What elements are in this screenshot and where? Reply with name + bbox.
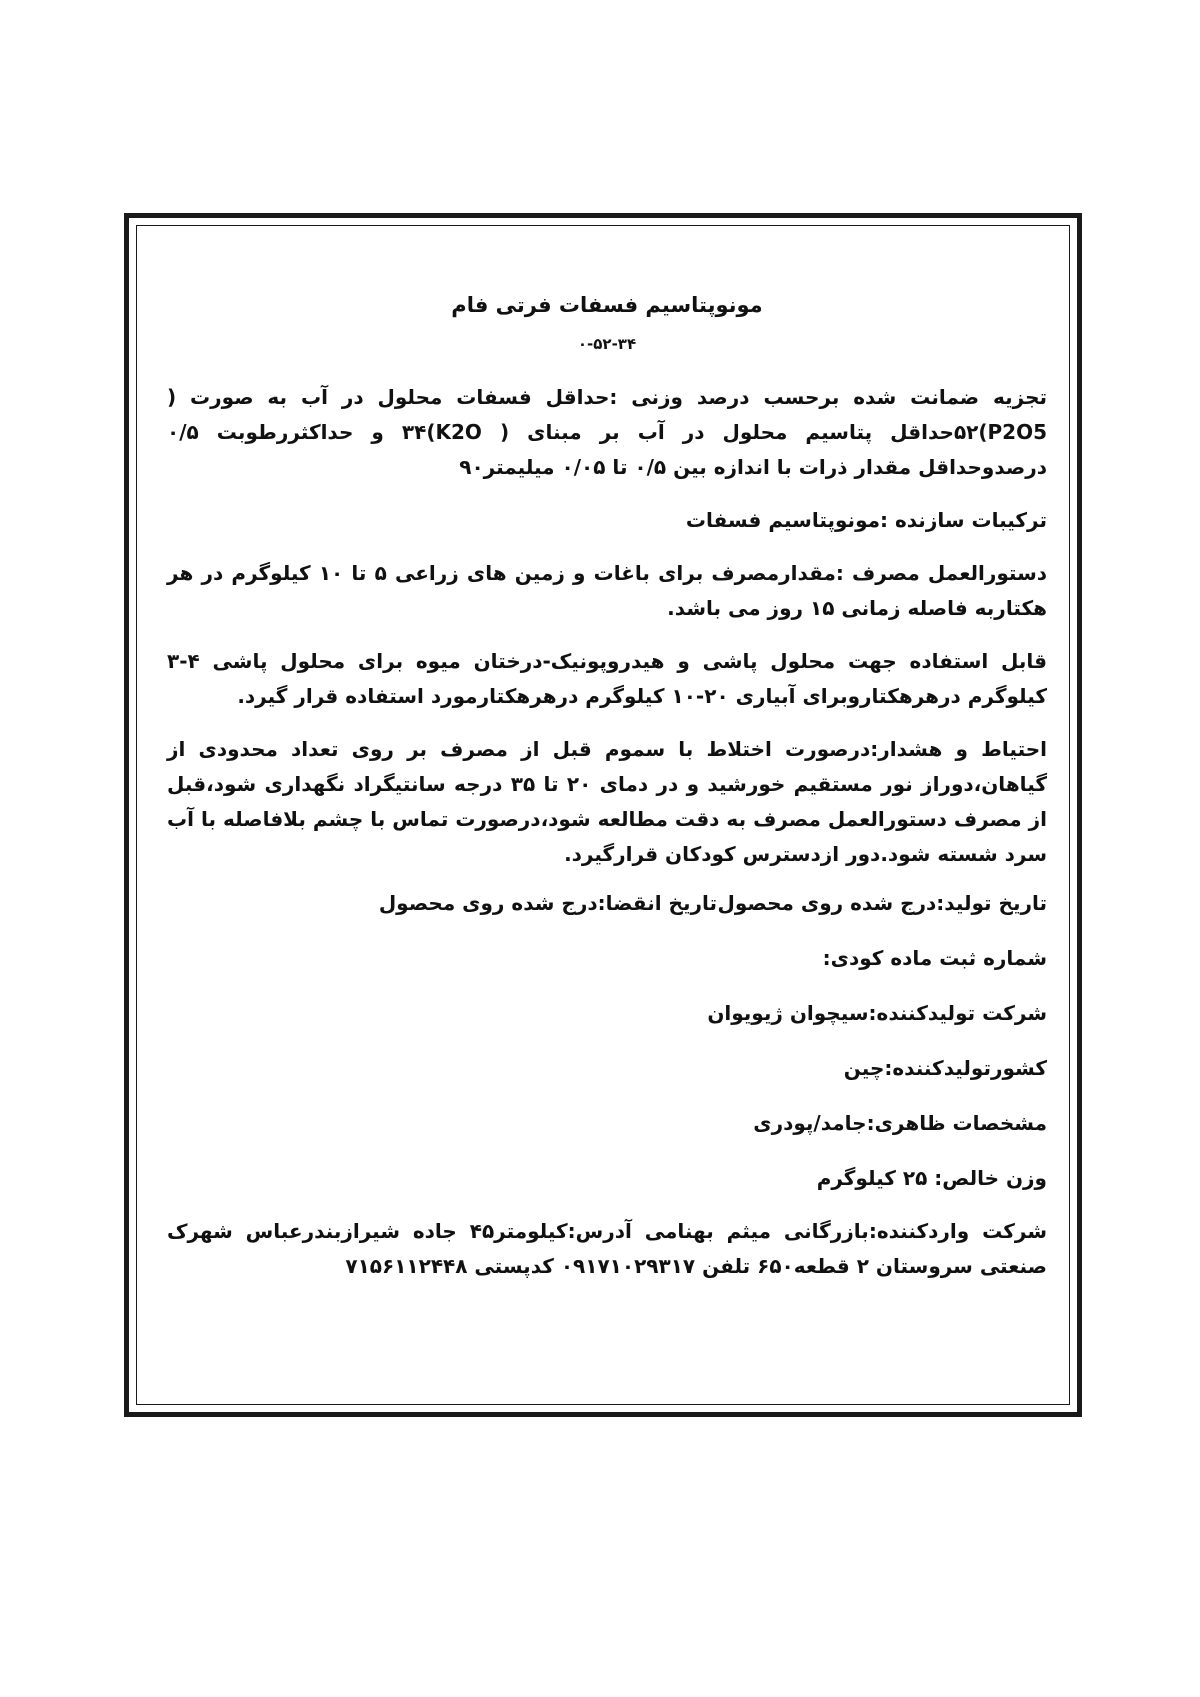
production-date: تاریخ تولید:درج شده روی محصول [717, 891, 1047, 915]
registration-number: شماره ثبت ماده کودی: [822, 946, 1047, 970]
application-notes: قابل استفاده جهت محلول پاشی و هیدروپونیک-درختان میوه برای محلول پاشی ۴-۳ کیلوگرم درهرهکتاروبرای آبیاری ۲۰-۱۰ کیلوگرم درهرهکتارمورد استفاده قرار گیرد. [167, 649, 1047, 708]
country-of-origin: کشورتولیدکننده:چین [843, 1056, 1047, 1080]
expiry-date: تاریخ انقضا:درج شده روی محصول [378, 891, 717, 915]
dates-row [167, 886, 1047, 921]
net-weight: وزن خالص: ۲۵ کیلوگرم [816, 1166, 1047, 1190]
precautions-warning: احتیاط و هشدار:درصورت اختلاط با سموم قبل از مصرف بر روی تعداد محدودی از گیاهان،دوراز نور مستقیم خورشید و در دمای ۲۰ تا ۳۵ درجه سانتیگراد نگهداری شود،قبل از مصرف دستورالعمل مصرف به دقت مطالعه شود،درصورت تماس با چشم بلافاصله با آب سرد شسته شود.دور ازدسترس کودکان قرارگیرد. [167, 737, 1047, 866]
guaranteed-analysis: تجزیه ضمانت شده برحسب درصد وزنی :حداقل فسفات محلول در آب به صورت ( P2O5)۵۲حداقل پتاسیم محلول در آب بر مبنای ( K2O)۳۴ و حداکثررطوبت ۰/۵ درصدوحداقل مقدار ذرات با اندازه بین ۰/۵ تا ۰/۰۵ میلیمتر۹۰ [167, 385, 1048, 479]
product-code: ۰-۵۲-۳۴ [577, 335, 637, 353]
composition: ترکیبات سازنده :مونوپتاسیم فسفات [685, 508, 1047, 532]
physical-appearance: مشخصات ظاهری:جامد/پودری [753, 1111, 1047, 1135]
document-frame [124, 213, 1082, 1417]
document-body [167, 278, 1047, 1284]
usage-instructions: دستورالعمل مصرف :مقدارمصرف برای باغات و زمین های زراعی ۵ تا ۱۰ کیلوگرم در هر هکتاربه فاصله زمانی ۱۵ روز می باشد. [167, 561, 1047, 620]
product-title: مونوپتاسیم فسفات فرتی فام [451, 293, 763, 317]
manufacturer: شرکت تولیدکننده:سیچوان ژیویوان [707, 1001, 1047, 1025]
importer-info: شرکت واردکننده:بازرگانی میثم بهنامی آدرس:کیلومتر۴۵ جاده شیرازبندرعباس شهرک صنعتی سروستان ۲ قطعه۶۵۰ تلفن ۰۹۱۷۱۰۲۹۳۱۷ کدپستی ۷۱۵۶۱۱۲۴۴۸ [167, 1219, 1047, 1278]
